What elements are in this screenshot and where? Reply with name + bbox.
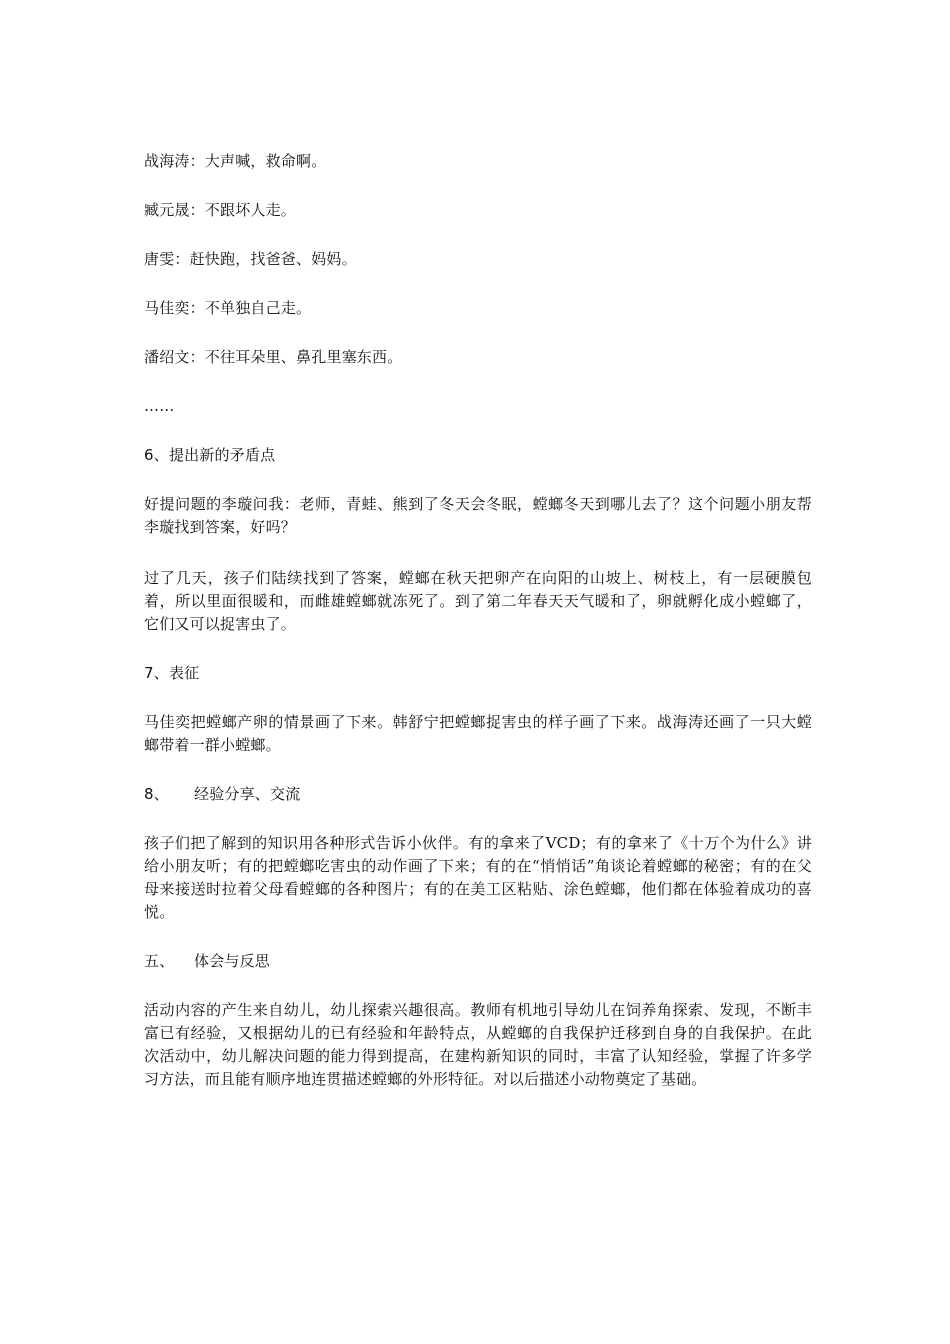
section-7-number: 7、 — [144, 664, 169, 682]
section-6-heading — [144, 444, 812, 467]
section-8-title: 经验分享、交流 — [194, 785, 301, 803]
section-8-number: 8、 — [144, 785, 169, 803]
dialogue-line: 潘绍文：不往耳朵里、鼻孔里塞东西。 — [144, 348, 403, 366]
dialogue-line: 臧元晟：不跟坏人走。 — [144, 201, 297, 219]
section-5-title: 体会与反思 — [194, 952, 271, 970]
section-5-number: 五、 — [144, 952, 175, 970]
dialogue-line: 唐雯：赶快跑，找爸爸、妈妈。 — [144, 250, 357, 268]
dialogue-line: 战海涛：大声喊，救命啊。 — [144, 152, 327, 170]
document-page — [144, 150, 812, 1091]
ellipsis-line: …… — [144, 397, 175, 415]
section-7-title: 表征 — [168, 664, 200, 682]
section-7-heading — [144, 662, 812, 685]
section-8-paragraph: 孩子们把了解到的知识用各种形式告诉小伙伴。有的拿来了VCD；有的拿来了《十万个为什么》讲给小朋友听；有的把螳螂吃害虫的动作画了下来；有的在“悄悄话”角谈论着螳螂的秘密；有的在父母来接送时拉着父母看螳螂的各种图片；有的在美工区粘贴、涂色螳螂，他们都在体验着成功的喜悦。 — [144, 834, 812, 921]
section-6-number: 6、 — [144, 446, 169, 464]
section-5-heading — [144, 950, 812, 973]
section-6-paragraph: 过了几天，孩子们陆续找到了答案，螳螂在秋天把卵产在向阳的山坡上、树枝上，有一层硬膜包着，所以里面很暖和，而雌雄螳螂就冻死了。到了第二年春天天气暖和了，卵就孵化成小螳螂了，它们又可以捉害虫了。 — [144, 569, 812, 633]
section-7-paragraph: 马佳奕把螳螂产卵的情景画了下来。韩舒宁把螳螂捉害虫的样子画了下来。战海涛还画了一只大螳螂带着一群小螳螂。 — [144, 713, 812, 754]
section-8-heading — [144, 783, 812, 806]
dialogue-line: 马佳奕：不单独自己走。 — [144, 299, 312, 317]
section-6-title: 提出新的矛盾点 — [168, 446, 276, 464]
section-6-paragraph: 好提问题的李璇问我：老师，青蛙、熊到了冬天会冬眠，螳螂冬天到哪儿去了？这个问题小朋友帮李璇找到答案，好吗？ — [144, 495, 812, 536]
section-5-paragraph: 活动内容的产生来自幼儿，幼儿探索兴趣很高。教师有机地引导幼儿在饲养角探索、发现，不断丰富已有经验，又根据幼儿的已有经验和年龄特点，从螳螂的自我保护迁移到自身的自我保护。在此次活动中，幼儿解决问题的能力得到提高，在建构新知识的同时，丰富了认知经验，掌握了许多学习方法，而且能有顺序地连贯描述螳螂的外形特征。对以后描述小动物奠定了基础。 — [144, 1001, 812, 1088]
